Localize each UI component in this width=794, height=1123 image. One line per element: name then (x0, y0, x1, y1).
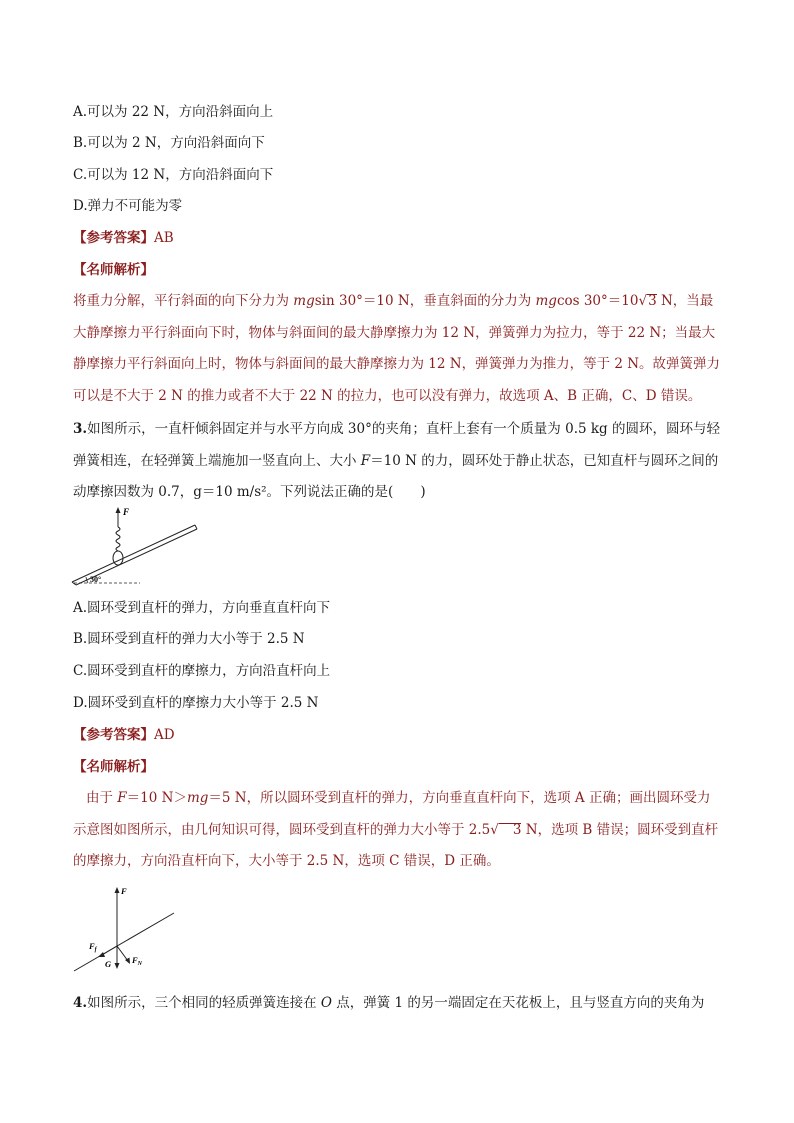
q2-option-b: B.可以为 2 N，方向沿斜面向下 (73, 135, 265, 151)
angle-label: 30° (90, 575, 102, 584)
q3-rod-figure (70, 505, 200, 587)
svg-text:Ff: $F_f$ (89, 941, 97, 953)
force-label: F (123, 507, 130, 517)
q2-option-c: C.可以为 12 N，方向沿斜面向下 (73, 167, 274, 183)
q2-option-d: D.弹力不可能为零 (73, 198, 183, 214)
q2-analysis-label: 【名师解析】 (73, 262, 154, 278)
q4-stem: 4.如图所示，三个相同的轻质弹簧连接在 O 点，弹簧 1 的另一端固定在天花板上，且与竖直方向的夹角为 (73, 995, 705, 1011)
q3-answer: 【参考答案】AD (73, 727, 175, 743)
q3-option-b: B.圆环受到直杆的弹力大小等于 2.5 N (73, 631, 305, 647)
q2-option-a: A.可以为 22 N，方向沿斜面向上 (73, 104, 274, 120)
svg-text:G: G (105, 959, 112, 969)
q3-option-c: C.圆环受到直杆的摩擦力，方向沿直杆向上 (73, 663, 331, 679)
q3-option-d: D.圆环受到直杆的摩擦力大小等于 2.5 N (73, 695, 319, 711)
q2-answer (73, 228, 174, 248)
q2-analysis-text: 将重力分解，平行斜面的向下分力为 mgsin 30°＝10 N，垂直斜面的分力为 mgcos 30°＝10√3 N，当最大静摩擦力平行斜面向下时，物体与斜面间的最大静摩擦力为 12 N，弹簧弹力为拉力，等于 22 N；当最大静摩擦力平行斜面向上时，物体与斜面间的最大静摩擦力为 12 N，弹簧弹力为推力，等于 2 N。故弹簧弹力可以是不大于 2 N 的推力或者不大于 22 N 的拉力，也可以没有弹力，故选项 A、B 正确，C、D 错误。 (73, 293, 721, 404)
q3-force-diagram (70, 885, 180, 977)
answer-label: 【参考答案】 (73, 230, 154, 246)
q3-analysis-label: 【名师解析】 (73, 759, 154, 775)
q3-analysis-text: 由于 F＝10 N＞mg＝5 N，所以圆环受到直杆的弹力，方向垂直直杆向下，选项 A 正确；画出圆环受力示意图如图所示，由几何知识可得，圆环受到直杆的弹力大小等于 2.5√ 3 N，选项 B 错误；圆环受到直杆的摩擦力，方向沿直杆向下，大小等于 2.5 N，选项 C 错误，D 正确。 (73, 790, 719, 869)
svg-text:F: F (121, 886, 127, 896)
q3-stem: 3.如图所示，一直杆倾斜固定并与水平方向成 30°的夹角；直杆上套有一个质量为 0.5 kg 的圆环，圆环与轻弹簧相连，在轻弹簧上端施加一竖直向上、大小 F＝10 N 的力，圆环处于静止状态，已知直杆与圆环之间的动摩擦因数为 0.7，g＝10 m/s²。下列说法正确的是( ) (73, 421, 720, 500)
ring (113, 551, 123, 565)
spring (116, 527, 120, 551)
answer-value: AB (154, 230, 174, 246)
q3-option-a: A.圆环受到直杆的弹力，方向垂直直杆向下 (73, 600, 331, 616)
svg-text:FN: $F_N$ (132, 955, 143, 967)
